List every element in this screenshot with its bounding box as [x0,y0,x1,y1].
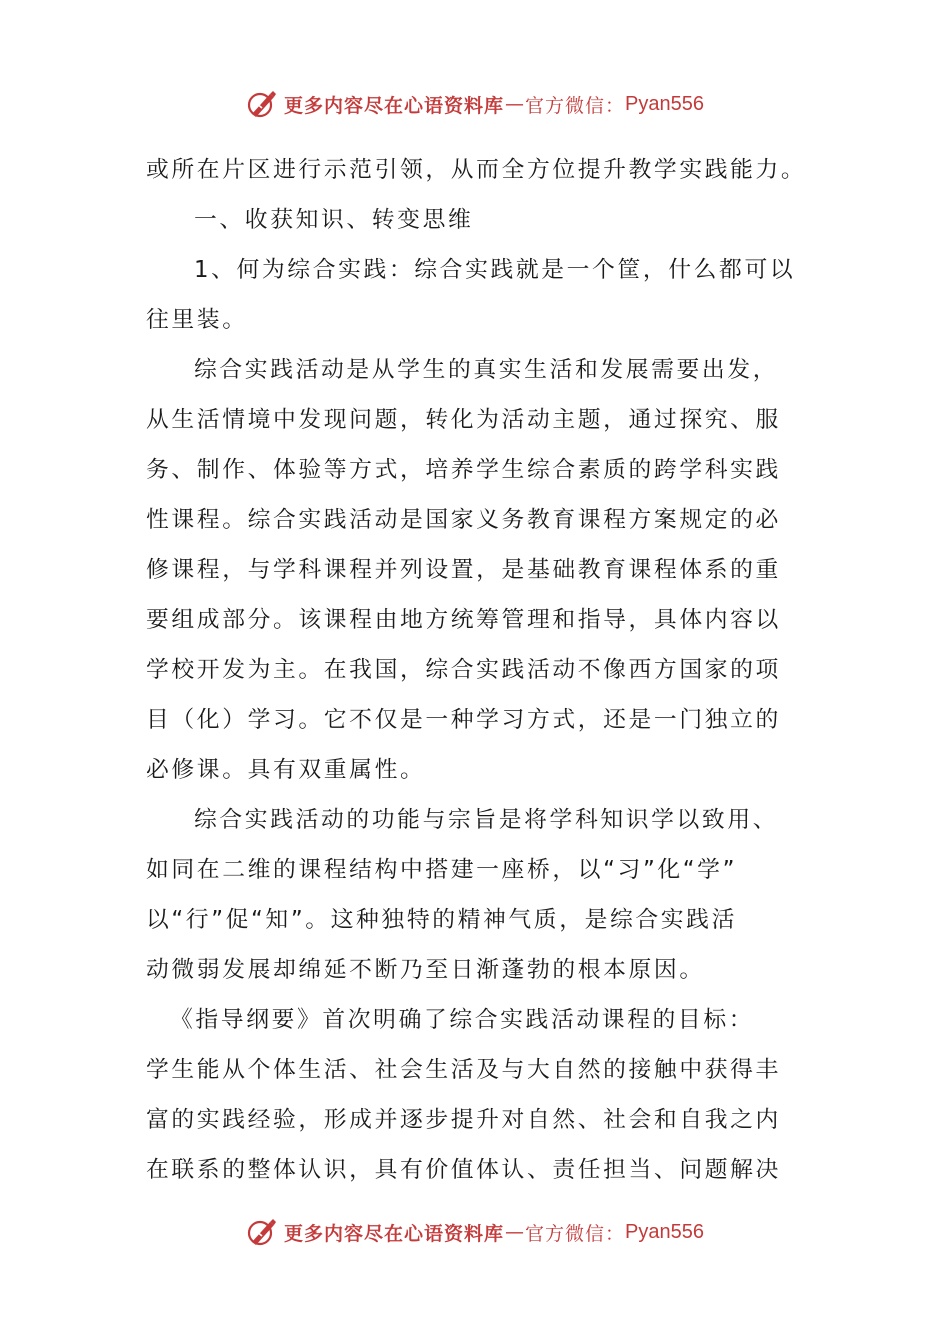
watermark-wechat-label: 官方微信： [525,1222,626,1245]
text-line: 动微弱发展却绵延不断乃至日渐蓬勃的根本原因。 [146,957,705,983]
watermark-main-text: 更多内容尽在心语资料库 [284,1222,505,1245]
text-line: 务、制作、体验等方式，培养学生综合素质的跨学科实践 [146,457,781,483]
pen-seal-icon [246,88,278,120]
watermark-wechat-label: 官方微信： [525,94,626,117]
text-line: 性课程。综合实践活动是国家义务教育课程方案规定的必 [146,507,781,533]
text-line: 以“行”促“知”。这种独特的精神气质，是综合实践活 [146,907,737,933]
pen-seal-icon [246,1216,278,1248]
watermark-main-text: 更多内容尽在心语资料库 [284,94,505,117]
text-line: 或所在片区进行示范引领，从而全方位提升教学实践能力。 [146,157,807,183]
paragraph-start: 综合实践活动是从学生的真实生活和发展需要出发， [194,357,779,383]
text-line: 如同在二维的课程结构中搭建一座桥，以“习”化“学” [146,857,737,883]
text-line: 学生能从个体生活、社会生活及与大自然的接触中获得丰 [146,1057,781,1083]
text-line: 在联系的整体认识，具有价值体认、责任担当、问题解决 [146,1157,781,1183]
text-line: 从生活情境中发现问题，转化为活动主题，通过探究、服 [146,407,781,433]
paragraph-start: 综合实践活动的功能与宗旨是将学科知识学以致用、 [194,807,779,833]
text-line: 往里装。 [146,307,248,333]
watermark-footer [0,1212,950,1252]
text-line: 富的实践经验，形成并逐步提升对自然、社会和自我之内 [146,1107,781,1133]
watermark-dash: — [505,93,525,115]
watermark-header [0,84,950,124]
watermark-wechat-id: Pyan556 [625,1220,704,1243]
text-line: 学校开发为主。在我国，综合实践活动不像西方国家的项 [146,657,781,683]
paragraph-start: 《指导纲要》首次明确了综合实践活动课程的目标： [170,1007,755,1033]
text-line: 修课程，与学科课程并列设置，是基础教育课程体系的重 [146,557,781,583]
text-line: 要组成部分。该课程由地方统筹管理和指导，具体内容以 [146,607,781,633]
section-heading: 一、收获知识、转变思维 [194,207,474,233]
watermark-dash: — [505,1221,525,1243]
text-line: 目（化）学习。它不仅是一种学习方式，还是一门独立的 [146,707,781,733]
text-line: 必修课。具有双重属性。 [146,757,426,783]
watermark-wechat-id: Pyan556 [625,92,704,115]
subheading: 1、何为综合实践：综合实践就是一个筐，什么都可以 [194,257,796,283]
